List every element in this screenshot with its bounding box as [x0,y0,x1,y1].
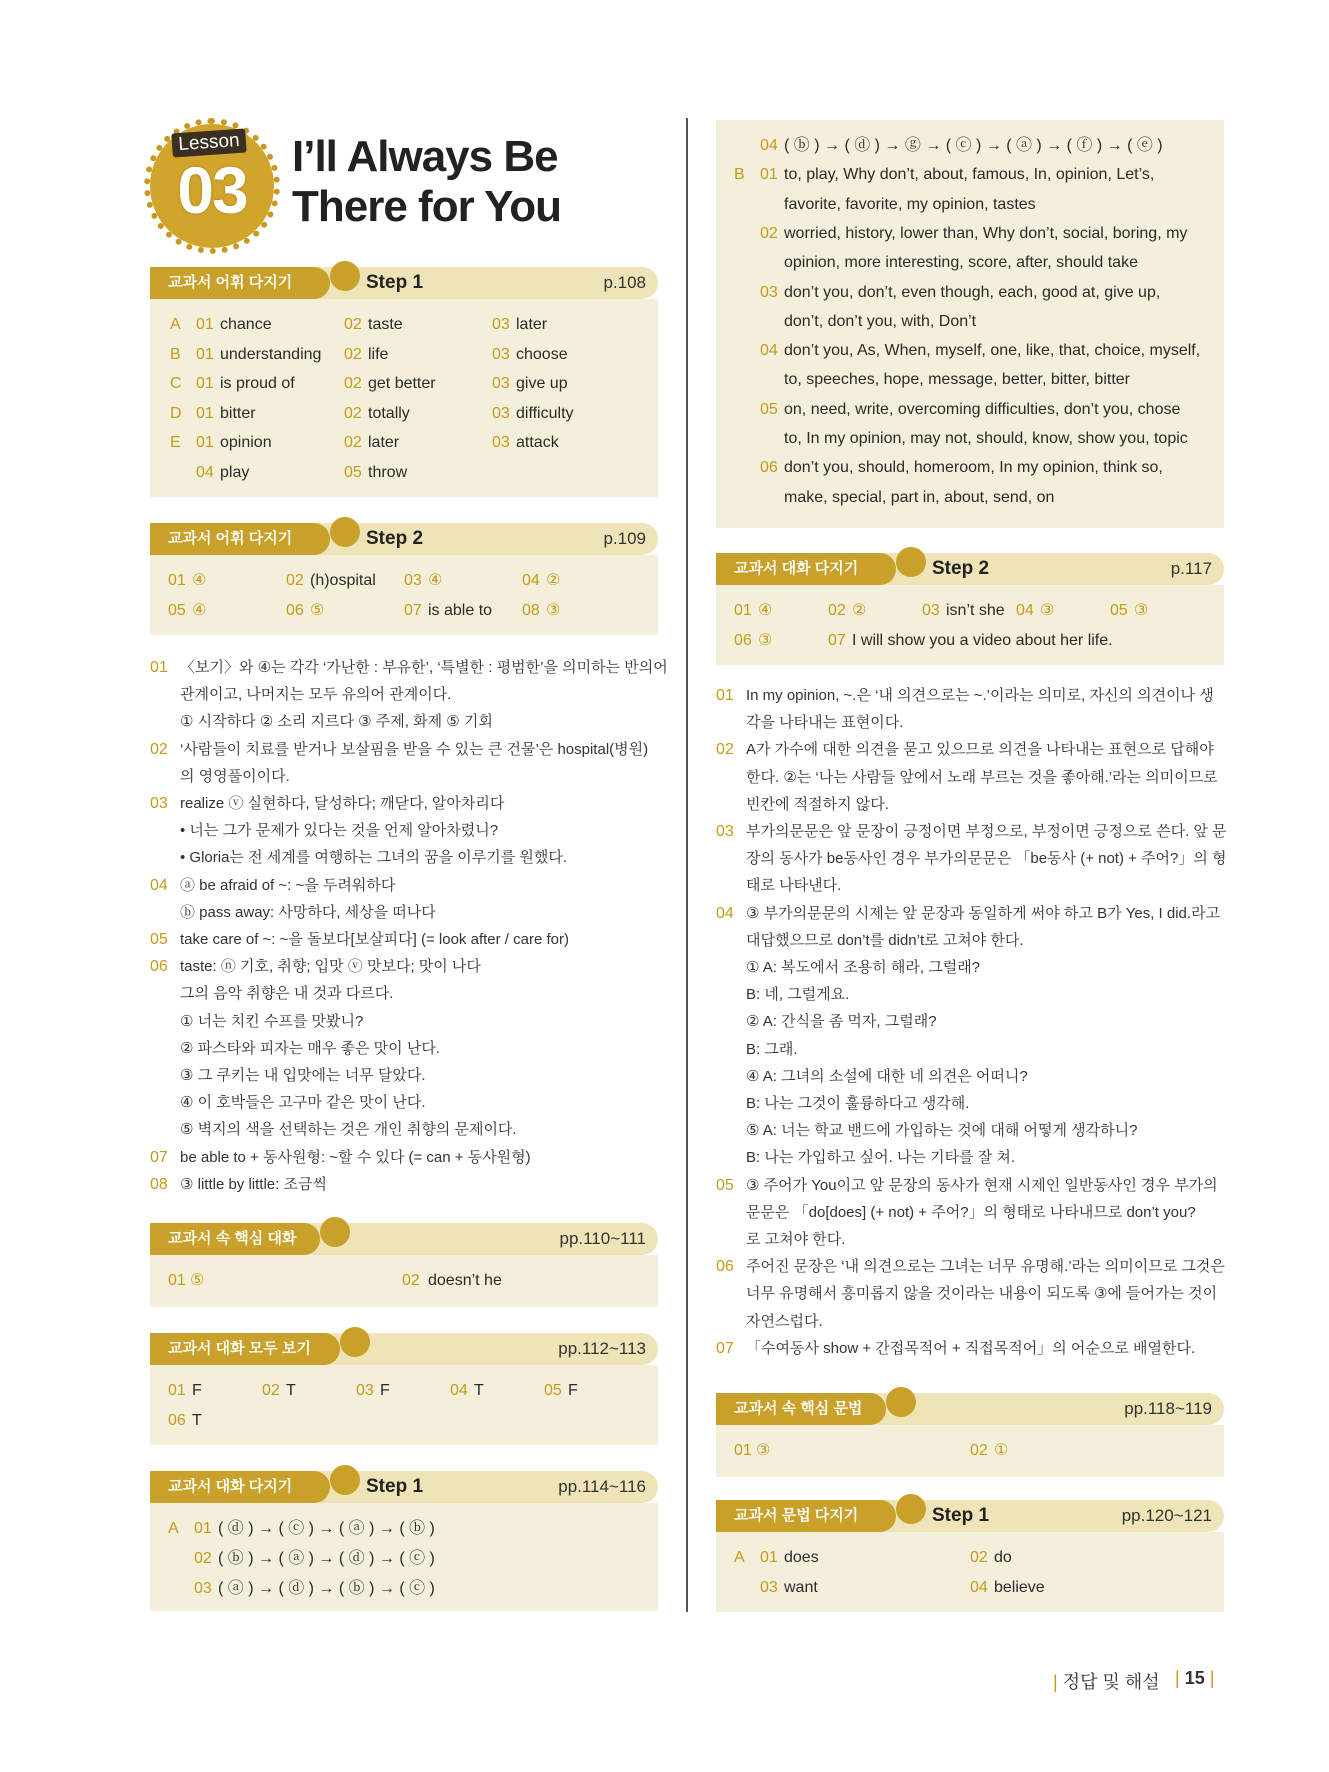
item-number: 06 [760,459,778,477]
item-answer: ② [546,572,561,589]
section-page: p.109 [603,529,646,548]
section-vocab-step1-header [150,267,658,299]
item-number: 05 [544,1382,562,1399]
item-number: 02 [344,345,362,363]
item-answer: make, special, part in, about, send, on [784,488,1055,506]
explanation-left [150,654,668,1194]
section-page: pp.110~111 [559,1229,646,1248]
explanation-number: 04 [150,876,168,894]
section-talk-all-header [150,1333,658,1365]
item-number: 06 [734,632,752,649]
item-answer: throw [368,463,408,481]
item-answer: T [474,1382,484,1399]
explanation-text: 주어진 문장은 ‘내 의견으로는 그녀는 너무 유명해.’라는 의미이므로 그것은 [746,1258,1225,1276]
column-divider [686,118,688,1612]
item-number: 02 [760,224,778,242]
item-number: 04 [196,463,214,481]
item-number: 01 [196,434,214,451]
lesson-label: Lesson [171,128,246,157]
explanation-text: 빈칸에 적절하지 않다. [746,795,889,813]
item-answer: life [368,345,389,363]
section-tag: 교과서 속 핵심 대화 [150,1223,320,1255]
item-number: 01 [168,572,186,589]
explanation-text: ① 너는 치킨 수프를 맛봤니? [180,1012,364,1030]
section-tag: 교과서 속 핵심 문법 [716,1393,886,1425]
row-letter: A [734,1549,745,1566]
talk-step1-continued-panel [716,120,1224,528]
explanation-text: taste: ⓝ 기호, 취향; 입맛 ⓥ 맛보다; 맛이 나다 [180,958,481,976]
item-answer: T [286,1382,296,1399]
item-number: 02 [344,375,362,392]
item-answer: is proud of [220,375,295,392]
item-number: 03 [760,1579,778,1596]
item-answer: ③ [1040,602,1055,619]
section-page: p.117 [1170,559,1212,578]
item-number: 03 [492,434,510,451]
item-number: 02 [402,1272,420,1289]
explanation-number: 05 [150,931,168,948]
section-step: Step 1 [366,1476,424,1497]
explanation-text: • 너는 그가 문제가 있다는 것을 언제 알아차렸니? [180,822,499,840]
item-answer: ③ [546,602,561,619]
explanation-text: 대답했으므로 don’t를 didn’t로 고쳐야 한다. [746,931,1024,949]
section-tag: 교과서 문법 다지기 [716,1500,896,1532]
explanation-text: 부가의문문은 앞 문장이 긍정이면 부정으로, 부정이면 긍정으로 쓴다. 앞 문 [746,823,1227,840]
item-answer: understanding [220,345,322,363]
explanation-number: 02 [150,740,168,758]
explanation-text: ⑤ 벽지의 색을 선택하는 것은 개인 취향의 문제이다. [180,1121,517,1139]
explanation-text: 태로 나타낸다. [746,877,842,895]
item-answer: taste [368,316,403,333]
explanation-number: 02 [716,741,734,759]
item-number: 05 [1110,602,1128,619]
explanation-text: 문문은 「do[does] (+ not) + 주어?」의 형태로 나타내므로 don’t you? [746,1203,1196,1221]
item-answer: ① [994,1442,1009,1459]
item-number: 01 [196,345,214,363]
item-number: 03 [760,283,778,301]
footer-section-text: 정답 및 해설 [1062,1672,1160,1692]
explanation-text: 그의 음악 취향은 내 것과 다르다. [180,985,394,1003]
item-answer: T [192,1412,202,1429]
explanation-text: 로 고쳐야 한다. [746,1231,846,1248]
item-answer: ④ [192,602,207,619]
explanation-text: 한다. ②는 ‘나는 사람들 앞에서 노래 부르는 것을 좋아해.’라는 의미이므로 [746,768,1218,786]
item-number: 06 [168,1412,186,1429]
lesson-title-line2: There for You [292,182,561,231]
item-number: 01 [196,316,214,333]
item-number: 04 [1016,602,1034,619]
explanation-text: ③ 그 쿠키는 내 입맛에는 너무 달았다. [180,1067,426,1084]
item-answer: chance [220,316,272,333]
item-answer: on, need, write, overcoming difficulties, don’t you, chose [784,400,1181,418]
item-answer: to, speeches, hope, message, better, bitter, bitter [784,371,1130,389]
item-number: 02 [344,316,362,333]
row-letter: E [170,434,181,451]
item-number: 03 [404,572,422,589]
item-number: 03 [356,1382,374,1399]
item-number: 03 [194,1580,212,1597]
lesson-badge [150,124,274,248]
item-number: 04 [760,342,778,360]
vocab-step2-panel [150,555,658,635]
section-step: Step 2 [366,528,424,549]
section-tag: 교과서 대화 모두 보기 [150,1333,340,1365]
item-number: 07 [404,602,422,619]
item-number: 02 [286,572,304,589]
item-answer: is able to [428,602,493,619]
explanation-text: B: 나는 그것이 훌륭하다고 생각해. [746,1095,970,1112]
item-number: 07 [828,632,846,649]
item-answer: don’t, don’t you, with, Don’t [784,312,977,330]
explanation-text: In my opinion, ~.은 ‘내 의견으로는 ~.’이라는 의미로, 자신의 의견이나 생 [746,687,1214,704]
item-answer: want [784,1579,818,1596]
item-answer: later [516,316,548,333]
explanation-text: ① 시작하다 ② 소리 지르다 ③ 주제, 화제 ⑤ 기회 [180,713,493,731]
talk-step1-panel [150,1503,658,1611]
explanation-text: ③ 주어가 You이고 앞 문장의 동사가 현재 시제인 일반동사인 경우 부가의 [746,1176,1218,1194]
item-number: 01 [734,602,752,619]
item-answer: ④ [192,572,207,589]
row-letter: B [734,166,745,184]
explanation-text: take care of ~: ~을 돌보다[보살피다] (= look after / care for) [180,931,569,948]
item-answer: favorite, favorite, my opinion, tastes [784,195,1036,213]
section-step: Step 1 [932,1505,990,1526]
item-answer: later [368,434,400,451]
explanation-text: ⓑ pass away: 사망하다, 세상을 떠나다 [180,903,436,921]
item-number: 01 [194,1520,212,1537]
item-number: 01 [760,166,778,184]
item-number: 05 [344,463,362,481]
item-answer: difficulty [516,404,574,422]
item-number: 05 [760,400,778,418]
item-answer: ⑤ [190,1272,205,1289]
core-talk-panel [150,1255,658,1307]
item-number: 03 [492,345,510,363]
explanation-number: 05 [716,1176,734,1194]
item-answer: totally [368,404,410,422]
item-number: 04 [450,1382,468,1399]
row-letter: C [170,375,182,392]
item-number: 02 [970,1442,988,1459]
item-answer: isn’t she [946,602,1005,619]
section-grammar-step1-header [716,1500,1224,1532]
explanation-text: 의 영영풀이이다. [180,767,290,785]
item-number: 08 [522,602,540,619]
explanation-text: ④ A: 그녀의 소설에 대한 네 의견은 어떠니? [746,1067,1028,1085]
explanation-number: 08 [150,1175,168,1193]
explanation-text: ① A: 복도에서 조용히 해라, 그럴래? [746,959,981,976]
explanation-text: realize ⓥ 실현하다, 달성하다; 깨닫다, 알아차리다 [180,795,505,812]
explanation-text: B: 나는 가입하고 싶어. 나는 기타를 잘 쳐. [746,1149,1016,1167]
explanation-number: 01 [716,687,734,704]
item-answer: ④ [758,602,773,619]
item-answer: give up [516,375,568,392]
item-number: 04 [522,572,540,589]
section-talk-step1-header [150,1471,658,1503]
vocab-step1-panel [150,299,658,497]
section-page: p.108 [603,273,646,292]
section-talk-step2-header [716,553,1224,585]
explanation-number: 01 [150,659,168,676]
section-tag: 교과서 대화 다지기 [716,553,896,585]
talk-step2-panel [716,585,1224,665]
item-answer: ③ [756,1442,771,1459]
item-number: 05 [168,602,186,619]
explanation-text: A가 가수에 대한 의견을 묻고 있으므로 의견을 나타내는 표현으로 답해야 [746,741,1214,759]
item-answer: ( ⓑ ) → ( ⓓ ) → ⓖ → ( ⓒ ) → ( ⓐ ) → ( ⓕ ) → ( ⓔ ) [784,137,1163,154]
item-number: 03 [492,375,510,392]
item-answer: ( ⓑ ) → ( ⓐ ) → ( ⓓ ) → ( ⓒ ) [218,1550,435,1567]
explanation-text: B: 그래. [746,1040,798,1058]
explanation-text: ③ little by little: 조금씩 [180,1175,327,1193]
footer-page-number: | 15 | [1175,1668,1215,1688]
footer-page-text: 15 [1184,1668,1205,1688]
lesson-title-line1: I’ll Always Be [292,132,558,181]
section-core-grammar-header [716,1393,1224,1425]
item-answer: bitter [220,404,256,422]
explanation-text: be able to + 동사원형: ~할 수 있다 (= can + 동사원형) [180,1148,531,1166]
item-number: 01 [168,1272,186,1289]
item-number: 03 [492,316,510,333]
item-number: 01 [168,1382,186,1399]
item-answer: (h)ospital [310,572,376,589]
item-answer: believe [994,1579,1045,1596]
explanation-text: 각을 나타내는 표현이다. [746,714,904,732]
item-answer: get better [368,375,436,392]
item-number: 02 [344,434,362,451]
item-number: 02 [262,1382,280,1399]
explanation-text: B: 네, 그럴게요. [746,986,850,1004]
item-number: 01 [196,404,214,422]
explanation-text: ④ 이 호박들은 고구마 같은 맛이 난다. [180,1094,426,1112]
item-number: 02 [970,1549,988,1566]
item-answer: F [380,1382,390,1399]
item-number: 01 [734,1442,752,1459]
lesson-number: 03 [177,153,247,227]
explanation-text: ③ 부가의문문의 시제는 앞 문장과 동일하게 써야 하고 B가 Yes, I did.라고 [746,904,1221,922]
item-answer: play [220,463,250,481]
explanation-right [716,682,1226,1362]
explanation-text: ‘사람들이 치료를 받거나 보살핌을 받을 수 있는 큰 건물’은 hospital(병원) [180,740,649,758]
item-number: 03 [492,404,510,422]
section-tag: 교과서 어휘 다지기 [150,267,330,299]
explanation-number: 03 [150,795,168,812]
item-answer: ④ [428,572,443,589]
explanation-text: ② A: 간식을 좀 먹자, 그럴래? [746,1013,937,1031]
lesson-title [292,132,561,232]
explanation-text: 장의 동사가 be동사인 경우 부가의문문은 「be동사 (+ not) + 주어?」의 형 [746,850,1227,868]
item-number: 04 [970,1579,988,1596]
explanation-text: ② 파스타와 피자는 매우 좋은 맛이 난다. [180,1039,440,1057]
item-number: 01 [196,375,214,392]
footer-section-label: | 정답 및 해설 [1053,1672,1160,1692]
item-answer: ⑤ [310,602,325,619]
item-answer: don’t you, should, homeroom, In my opinion, think so, [784,459,1163,477]
section-tag: 교과서 대화 다지기 [150,1471,330,1503]
item-answer: ③ [1134,602,1149,619]
row-letter: B [170,345,181,363]
item-answer: worried, history, lower than, Why don’t, social, boring, my [784,224,1188,242]
section-step: Step 1 [366,272,424,293]
explanation-number: 06 [150,958,168,976]
item-number: 04 [760,137,778,154]
section-vocab-step2-header [150,523,658,555]
explanation-text: 「수여동사 show + 간접목적어 + 직접목적어」의 어순으로 배열한다. [746,1339,1196,1357]
section-tag: 교과서 어휘 다지기 [150,523,330,555]
item-number: 03 [922,602,940,619]
explanation-number: 07 [716,1339,734,1357]
item-answer: I will show you a video about her life. [852,632,1113,649]
item-answer: opinion [220,434,272,451]
explanation-number: 03 [716,823,734,840]
item-answer: does [784,1549,819,1566]
section-page: pp.118~119 [1124,1399,1212,1418]
explanation-number: 06 [716,1258,734,1276]
item-answer: to, play, Why don’t, about, famous, In, opinion, Let’s, [784,166,1155,184]
section-page: pp.120~121 [1121,1506,1212,1525]
item-answer: to, In my opinion, may not, should, know, show you, topic [784,430,1188,447]
item-answer: F [568,1382,578,1399]
section-step: Step 2 [932,558,990,579]
explanation-text: 관계이고, 나머지는 모두 유의어 관계이다. [180,686,452,704]
item-answer: ② [852,602,867,619]
explanation-text: 자연스럽다. [746,1312,823,1330]
item-number: 06 [286,602,304,619]
explanation-text: 너무 유명해서 흥미롭지 않을 것이라는 내용이 되도록 ③에 들어가는 것이 [746,1285,1218,1303]
row-letter: A [168,1520,179,1537]
item-answer: ③ [758,632,773,649]
section-page: pp.114~116 [558,1477,646,1496]
item-number: 02 [194,1550,212,1567]
explanation-text: ⑤ A: 너는 학교 밴드에 가입하는 것에 대해 어떻게 생각하니? [746,1122,1138,1140]
item-number: 02 [344,404,362,422]
explanation-number: 04 [716,904,734,922]
section-page: pp.112~113 [558,1339,646,1358]
explanation-text: ⓐ be afraid of ~: ~을 두려워하다 [180,876,396,894]
item-answer: F [192,1382,202,1399]
item-answer: choose [516,345,568,363]
item-answer: don’t you, As, When, myself, one, like, that, choice, myself, [784,342,1201,360]
item-answer: do [994,1549,1012,1566]
row-letter: A [170,316,181,333]
item-number: 02 [828,602,846,619]
item-answer: doesn’t he [428,1272,502,1289]
section-core-talk-header [150,1223,658,1255]
explanation-text: • Gloria는 전 세계를 여행하는 그녀의 꿈을 이루기를 원했다. [180,849,568,867]
core-grammar-panel [716,1425,1224,1477]
row-letter: D [170,404,182,422]
explanation-number: 07 [150,1148,168,1166]
item-answer: opinion, more interesting, score, after, should take [784,254,1138,272]
explanation-text: 〈보기〉와 ④는 각각 ‘가난한 : 부유한’, ‘특별한 : 평범한’을 의미하는 반의어 [180,659,668,676]
talk-all-panel [150,1365,658,1445]
item-answer: ( ⓓ ) → ( ⓒ ) → ( ⓐ ) → ( ⓑ ) [218,1520,435,1537]
item-answer: attack [516,434,559,451]
grammar-step1-panel [716,1532,1224,1612]
item-answer: don’t you, don’t, even though, each, good at, give up, [784,283,1161,301]
item-number: 01 [760,1549,778,1566]
item-answer: ( ⓐ ) → ( ⓓ ) → ( ⓑ ) → ( ⓒ ) [218,1580,435,1597]
